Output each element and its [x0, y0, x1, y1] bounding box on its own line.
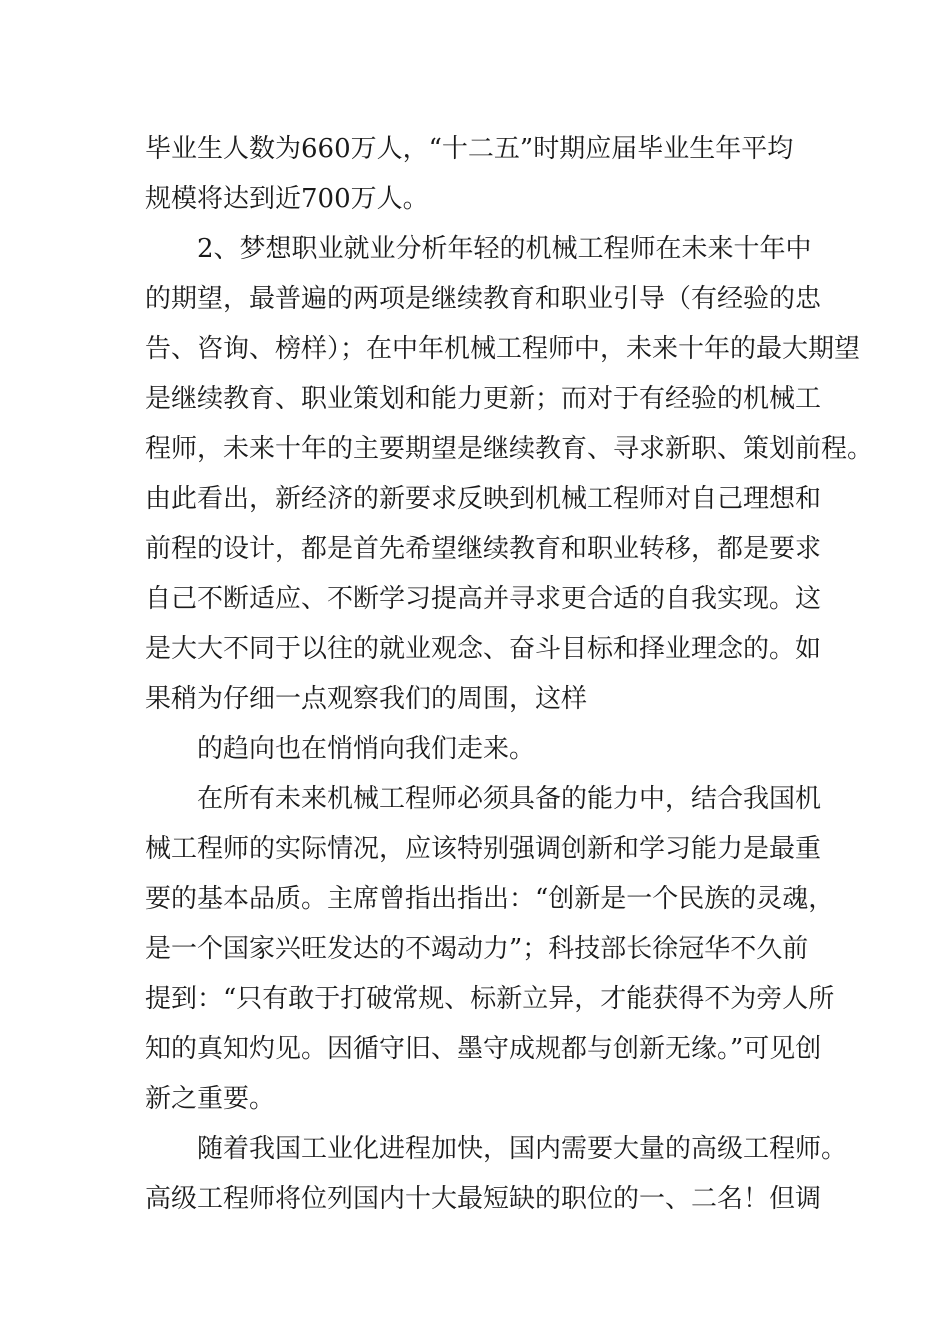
- text-line: 械工程师的实际情况，应该特别强调创新和学习能力是最重: [145, 834, 822, 864]
- text-line: 前程的设计，都是首先希望继续教育和职业转移，都是要求: [145, 534, 822, 564]
- text-line: 程师，未来十年的主要期望是继续教育、寻求新职、策划前程。: [145, 434, 874, 464]
- text-line: 是一个国家兴旺发达的不竭动力”；科技部长徐冠华不久前: [145, 934, 809, 964]
- text-line: 毕业生人数为660万人，“十二五”时期应届毕业生年平均: [145, 134, 794, 164]
- paragraph-start-line: 2、梦想职业就业分析年轻的机械工程师在未来十年中: [197, 234, 812, 264]
- text-line: 由此看出，新经济的新要求反映到机械工程师对自己理想和: [145, 484, 822, 514]
- text-line: 的期望，最普遍的两项是继续教育和职业引导（有经验的忠: [145, 284, 822, 314]
- paragraph-start-line: 的趋向也在悄悄向我们走来。: [197, 734, 536, 764]
- text-line: 是大大不同于以往的就业观念、奋斗目标和择业理念的。如: [145, 634, 822, 664]
- text-line: 是继续教育、职业策划和能力更新；而对于有经验的机械工: [145, 384, 822, 414]
- paragraph-start-line: 随着我国工业化进程加快，国内需要大量的高级工程师。: [197, 1134, 848, 1164]
- paragraph-start-line: 在所有未来机械工程师必须具备的能力中，结合我国机: [197, 784, 822, 814]
- text-line: 果稍为仔细一点观察我们的周围，这样: [145, 684, 588, 714]
- text-line: 新之重要。: [145, 1084, 276, 1114]
- text-line: 规模将达到近700万人。: [145, 184, 429, 214]
- text-line: 自己不断适应、不断学习提高并寻求更合适的自我实现。这: [145, 584, 822, 614]
- text-line: 知的真知灼见。因循守旧、墨守成规都与创新无缘。”可见创: [145, 1034, 822, 1064]
- text-line: 要的基本品质。主席曾指出指出：“创新是一个民族的灵魂，: [145, 884, 835, 914]
- text-line: 告、咨询、榜样）；在中年机械工程师中，未来十年的最大期望: [145, 334, 861, 364]
- text-line: 提到：“只有敢于打破常规、标新立异，才能获得不为旁人所: [145, 984, 835, 1014]
- text-line: 高级工程师将位列国内十大最短缺的职位的一、二名！但调: [145, 1184, 822, 1214]
